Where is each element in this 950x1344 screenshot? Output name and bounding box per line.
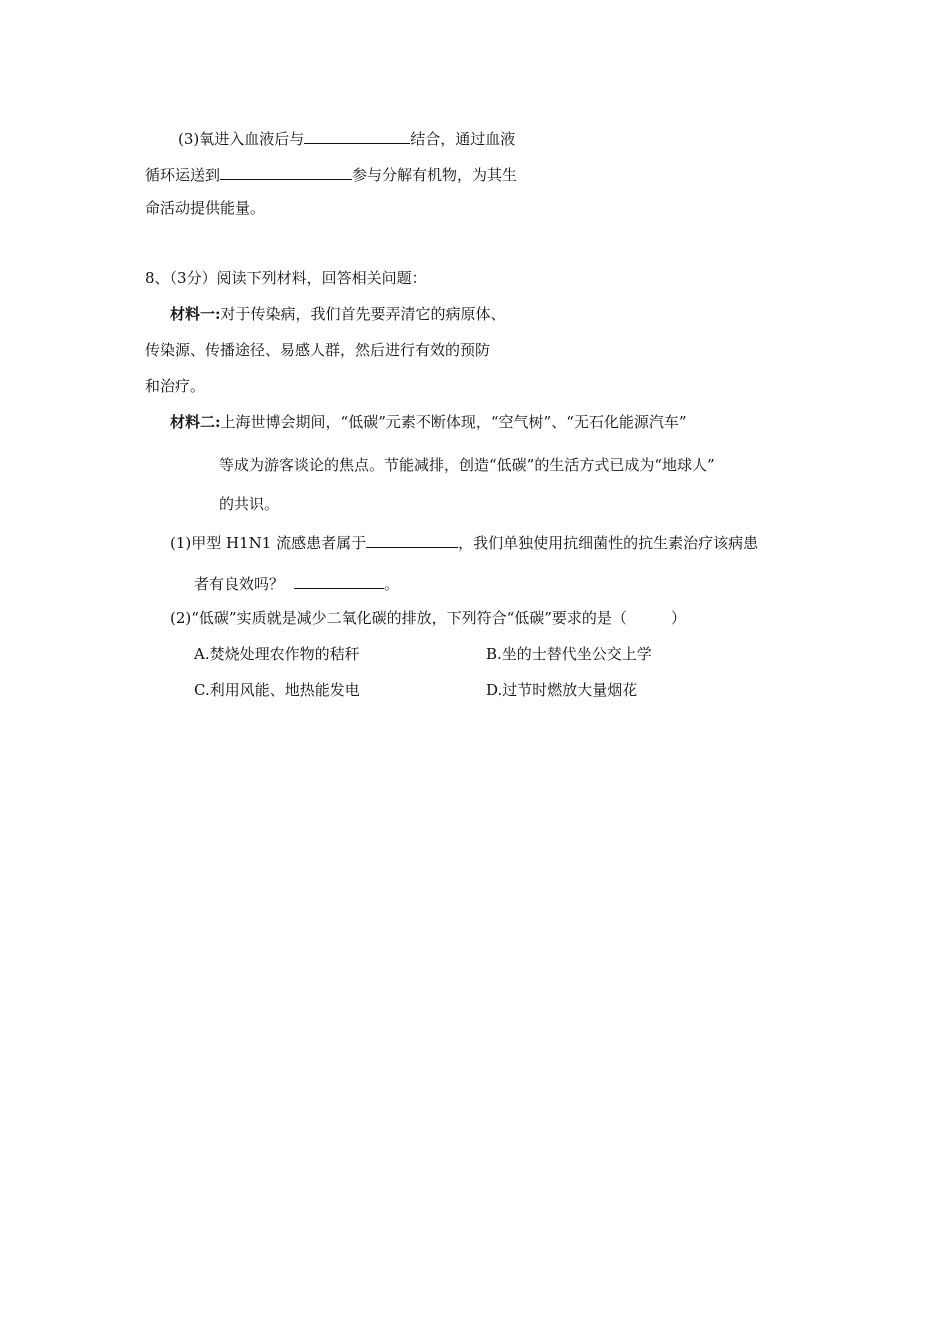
- q7-part3-text-e: 命活动提供能量。: [145, 199, 266, 217]
- material-2-text-1: 上海世博会期间，“低碳”元素不断体现，“空气树”、“无石化能源汽车”: [220, 413, 687, 431]
- q8-heading: [145, 268, 427, 288]
- material-2-label: 材料二:: [170, 413, 221, 431]
- q8-part1-text-a: (1)甲型 H1N1 流感患者属于: [170, 534, 367, 552]
- q7-part3-text-a: (3)氧进入血液后与: [178, 130, 305, 148]
- q8-part1-text-d: 。: [384, 575, 400, 593]
- q7-part3-text-d: 参与分解有机物，为其生: [352, 166, 518, 184]
- q8-part1-line1: [170, 531, 758, 553]
- material-2-line2: [219, 455, 715, 475]
- option-b[interactable]: [486, 644, 652, 664]
- option-c-text: C.利用风能、地热能发电: [194, 681, 360, 699]
- material-1-line3: [145, 376, 205, 396]
- q8-part2-text: (2)“低碳”实质就是减少二氧化碳的排放，下列符合“低碳”要求的是（: [170, 609, 627, 627]
- q7-part3-line3: [145, 198, 265, 218]
- q8-heading-text: 8、（3分）阅读下列材料，回答相关问题：: [145, 269, 427, 287]
- option-a[interactable]: [194, 644, 360, 664]
- option-a-text: A.焚烧处理农作物的秸秆: [194, 645, 360, 663]
- material-1-line1: [170, 304, 506, 324]
- answer-blank-3[interactable]: [366, 531, 458, 548]
- option-d[interactable]: [486, 680, 637, 700]
- material-1-line2: [145, 340, 490, 360]
- option-b-text: B.坐的士替代坐公交上学: [486, 645, 652, 663]
- option-c[interactable]: [194, 680, 360, 700]
- material-2-text-2: 等成为游客谈论的焦点。节能减排，创造“低碳”的生活方式已成为“地球人”: [219, 456, 715, 474]
- answer-blank-1[interactable]: [304, 127, 410, 144]
- q7-part3-line2: [145, 163, 517, 185]
- q7-part3-text-c: 循环运送到: [145, 166, 221, 184]
- q8-part1-text-c: 者有良效吗？: [194, 575, 285, 593]
- material-1-text-1: 对于传染病，我们首先要弄清它的病原体、: [220, 305, 506, 323]
- option-d-text: D.过节时燃放大量烟花: [486, 681, 638, 699]
- q8-part1-text-b: ，我们单独使用抗细菌性的抗生素治疗该病患: [458, 534, 759, 552]
- material-1-label: 材料一:: [170, 305, 221, 323]
- answer-blank-4[interactable]: [294, 572, 384, 589]
- q8-part1-line2: [194, 572, 399, 594]
- q7-part3-text-b: 结合，通过血液: [410, 130, 516, 148]
- q8-part2-line: [170, 608, 686, 628]
- material-2-line1: [170, 412, 687, 432]
- material-2-text-3: 的共识。: [219, 495, 280, 513]
- material-1-text-3: 和治疗。: [145, 377, 206, 395]
- material-2-line3: [219, 494, 279, 514]
- answer-blank-2[interactable]: [220, 163, 352, 180]
- q8-part2-close: ）: [670, 609, 686, 627]
- material-1-text-2: 传染源、传播途径、易感人群，然后进行有效的预防: [145, 341, 491, 359]
- q7-part3-line1: [178, 127, 515, 149]
